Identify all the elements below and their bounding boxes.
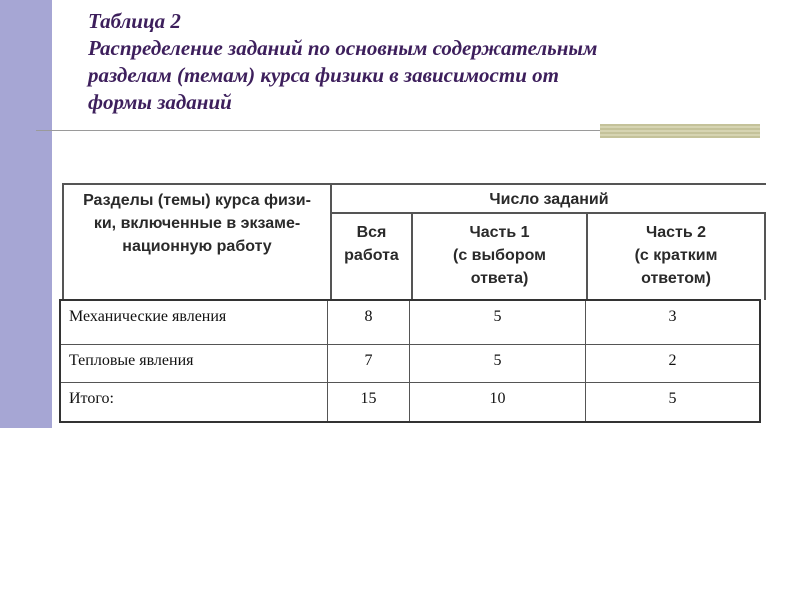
header-part1-line-2: (с выбором	[453, 247, 546, 264]
header-part1	[413, 221, 586, 290]
cell-section: Механические явления	[61, 301, 328, 344]
header-part1-line-1: Часть 1	[469, 224, 530, 241]
header-part2-line-3: ответом)	[641, 270, 711, 287]
header-left-border	[62, 183, 64, 300]
cell-part1: 5	[410, 301, 586, 344]
cell-part2: 3	[668, 308, 677, 325]
cell-part1: 10	[410, 383, 586, 421]
cell-part2: 5	[668, 390, 677, 407]
table-row	[61, 345, 759, 383]
cell-total: 15	[328, 383, 410, 421]
header-top-border	[62, 183, 766, 185]
side-decoration-bar	[0, 0, 52, 428]
header-sections-line-1: Разделы (темы) курса физи-	[83, 192, 311, 209]
header-total-line-1: Вся	[356, 224, 387, 241]
cell-part1: 5	[410, 345, 586, 382]
title-line-2: разделам (темам) курса физики в зависимости от	[88, 63, 559, 87]
slide-title	[88, 8, 778, 116]
table-label: Таблица 2	[88, 9, 181, 33]
header-sections-line-2: ки, включенные в экзаме-	[93, 215, 301, 232]
header-part2	[588, 221, 764, 290]
cell-section: Итого:	[61, 383, 328, 421]
cell-total: 8	[328, 301, 410, 344]
header-part2-line-2: (с кратким	[634, 247, 718, 264]
header-sections-line-3: национную работу	[122, 238, 272, 255]
header-sections	[66, 189, 328, 258]
table-header	[62, 183, 766, 300]
header-task-count: Число заданий	[489, 191, 609, 208]
title-line-3: формы заданий	[88, 90, 232, 114]
title-line-1: Распределение заданий по основным содержательным	[88, 36, 598, 60]
group-divider	[332, 212, 766, 214]
header-part2-line-1: Часть 2	[645, 224, 707, 241]
accent-bar	[600, 124, 760, 138]
header-total-line-2: работа	[344, 247, 399, 264]
table-row	[61, 301, 759, 345]
header-right-border	[764, 212, 766, 300]
cell-total: 7	[328, 345, 410, 382]
table-row	[61, 383, 759, 421]
data-table	[59, 299, 761, 423]
cell-section: Тепловые явления	[61, 345, 328, 382]
header-part1-line-3: ответа)	[470, 270, 529, 287]
cell-part2: 2	[668, 352, 677, 369]
header-total	[332, 221, 411, 267]
